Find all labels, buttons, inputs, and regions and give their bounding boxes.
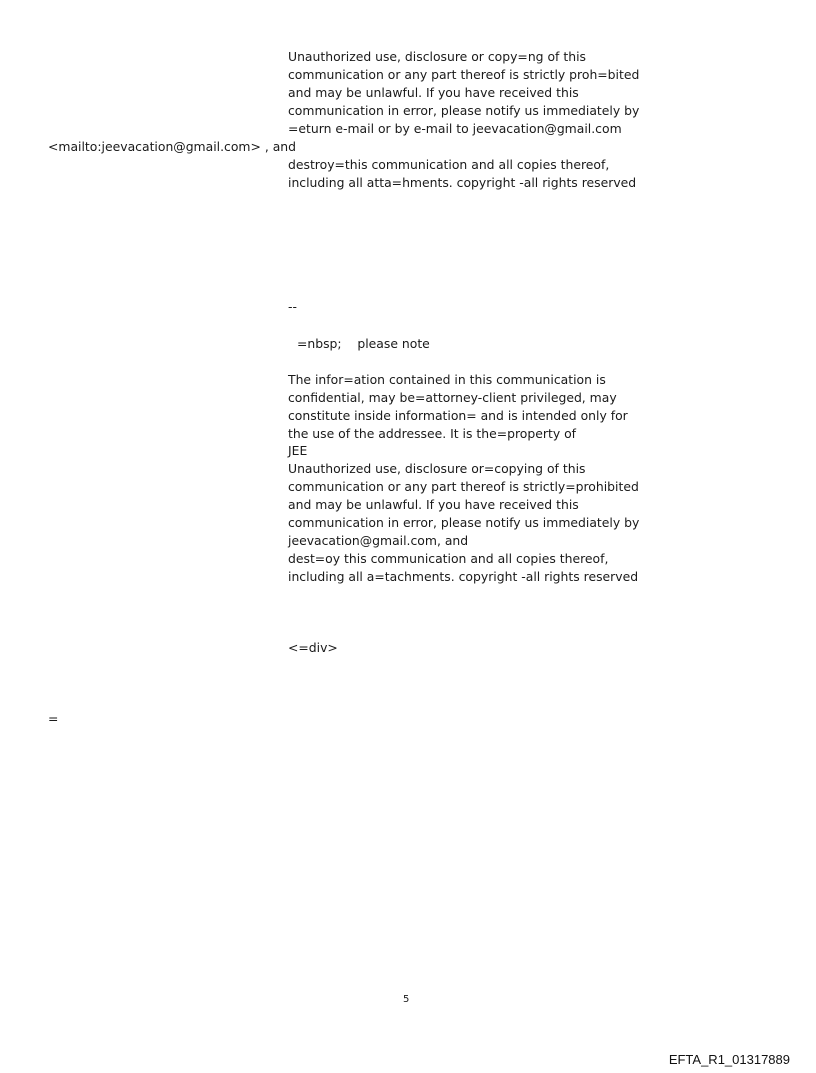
notice2-line-4: the use of the addressee. It is the=property of (288, 426, 577, 441)
notice1-line-5: =eturn e-mail or by e-mail to jeevacation@gmail.com (288, 121, 622, 136)
separator: -- (288, 299, 297, 314)
notice1-destroy-line-2: including all atta=hments. copyright -all rights reserved (288, 175, 637, 190)
notice2-line-3: constitute inside information= and is intended only for (288, 408, 628, 423)
notice2-line-5: JEE (288, 443, 308, 458)
notice2-line-11: dest=oy this communication and all copies thereof, (288, 551, 609, 566)
notice1-destroy-line-1: destroy=this communication and all copies thereof, (288, 157, 610, 172)
notice2-line-9: communication in error, please notify us immediately by (288, 515, 640, 530)
div-tag: <=div> (288, 640, 338, 655)
notice2-line-6: Unauthorized use, disclosure or=copying of this (288, 461, 586, 476)
mailto-line: <mailto:jeevacation@gmail.com> , and (48, 139, 297, 154)
notice2-line-2: confidential, may be=attorney-client privileged, may (288, 390, 617, 405)
notice1-line-2: communication or any part thereof is strictly proh=bited (288, 67, 640, 82)
notice1-line-4: communication in error, please notify us immediately by (288, 103, 640, 118)
please-note: =nbsp; please note (297, 336, 430, 351)
notice1-line-3: and may be unlawful. If you have received this (288, 85, 579, 100)
notice1-line-1: Unauthorized use, disclosure or copy=ng of this (288, 49, 586, 64)
page-number: 5 (403, 994, 410, 1005)
notice2-line-10: jeevacation@gmail.com, and (288, 533, 469, 548)
notice2-line-7: communication or any part thereof is strictly=prohibited (288, 479, 639, 494)
notice2-line-12: including all a=tachments. copyright -all rights reserved (288, 569, 639, 584)
notice2-line-1: The infor=ation contained in this communication is (288, 372, 606, 387)
notice2-line-8: and may be unlawful. If you have received this (288, 497, 579, 512)
document-id: EFTA_R1_01317889 (668, 1052, 790, 1067)
equals-sign: = (48, 711, 59, 726)
